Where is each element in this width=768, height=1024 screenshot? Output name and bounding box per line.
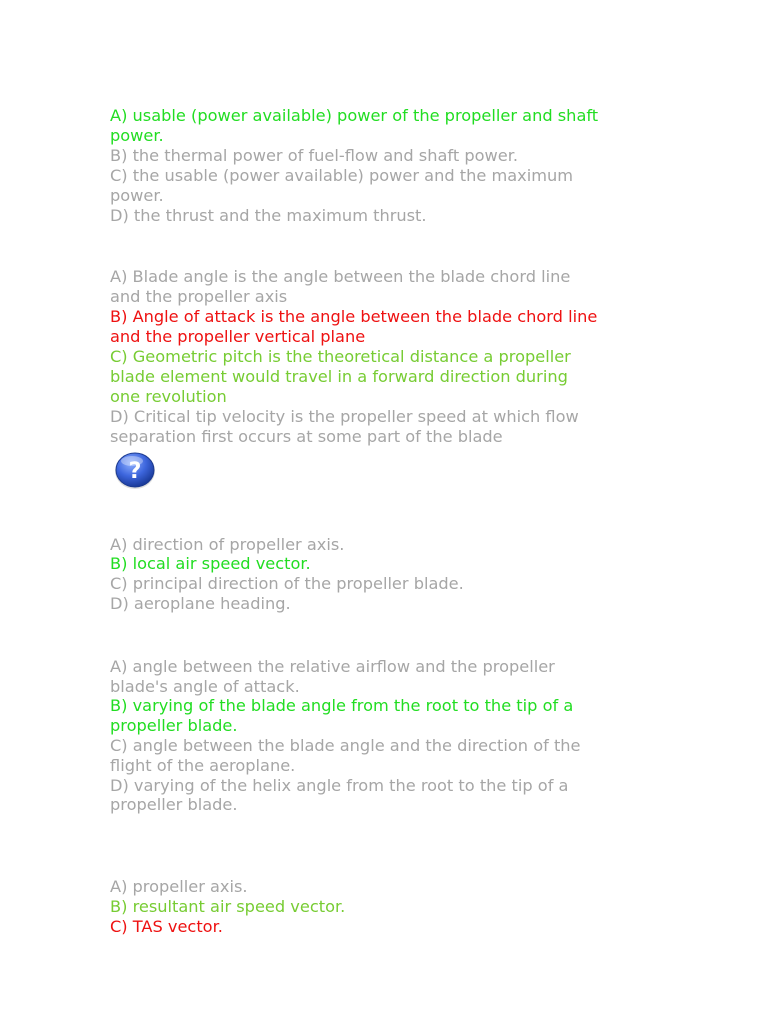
q4-option-a-line1: A) angle between the relative airflow and the propeller — [110, 657, 555, 676]
q2-option-d-line2: separation first occurs at some part of the blade — [110, 427, 503, 446]
q3-option-d: D) aeroplane heading. — [110, 594, 291, 613]
question-mark-icon[interactable] — [113, 450, 157, 490]
q1-option-d: D) the thrust and the maximum thrust. — [110, 206, 427, 225]
q1-option-c-line2: power. — [110, 186, 164, 205]
q2-option-c-line1: C) Geometric pitch is the theoretical distance a propeller — [110, 347, 571, 366]
q5-option-a: A) propeller axis. — [110, 877, 248, 896]
q4-option-b-line2: propeller blade. — [110, 716, 238, 735]
q2-option-b-line2: and the propeller vertical plane — [110, 327, 366, 346]
q3-option-c: C) principal direction of the propeller blade. — [110, 574, 464, 593]
q1-option-c-line1: C) the usable (power available) power and the maximum — [110, 166, 574, 185]
q5-option-c: C) TAS vector. — [110, 917, 223, 936]
q1-option-b: B) the thermal power of fuel-flow and shaft power. — [110, 146, 519, 165]
q2-option-b-line1: B) Angle of attack is the angle between the blade chord line — [110, 307, 598, 326]
q4-option-d-line2: propeller blade. — [110, 795, 238, 814]
q2-option-a-line2: and the propeller axis — [110, 287, 288, 306]
q2-option-a-line1: A) Blade angle is the angle between the blade chord line — [110, 267, 571, 286]
q4-option-a-line2: blade's angle of attack. — [110, 677, 300, 696]
q4-option-b-line1: B) varying of the blade angle from the root to the tip of a — [110, 696, 574, 715]
q5-option-b: B) resultant air speed vector. — [110, 897, 346, 916]
q4-option-d-line1: D) varying of the helix angle from the root to the tip of a — [110, 776, 569, 795]
q2-option-c-line3: one revolution — [110, 387, 227, 406]
q3-option-b: B) local air speed vector. — [110, 554, 311, 573]
q2-option-d-line1: D) Critical tip velocity is the propeller speed at which flow — [110, 407, 579, 426]
q4-option-c-line1: C) angle between the blade angle and the direction of the — [110, 736, 581, 755]
q2-option-c-line2: blade element would travel in a forward direction during — [110, 367, 568, 386]
q1-option-a-line2: power. — [110, 126, 164, 145]
q1-option-a-line1: A) usable (power available) power of the propeller and shaft — [110, 106, 599, 125]
q3-option-a: A) direction of propeller axis. — [110, 535, 345, 554]
q4-option-c-line2: flight of the aeroplane. — [110, 756, 296, 775]
svg-text:?: ? — [128, 459, 142, 484]
